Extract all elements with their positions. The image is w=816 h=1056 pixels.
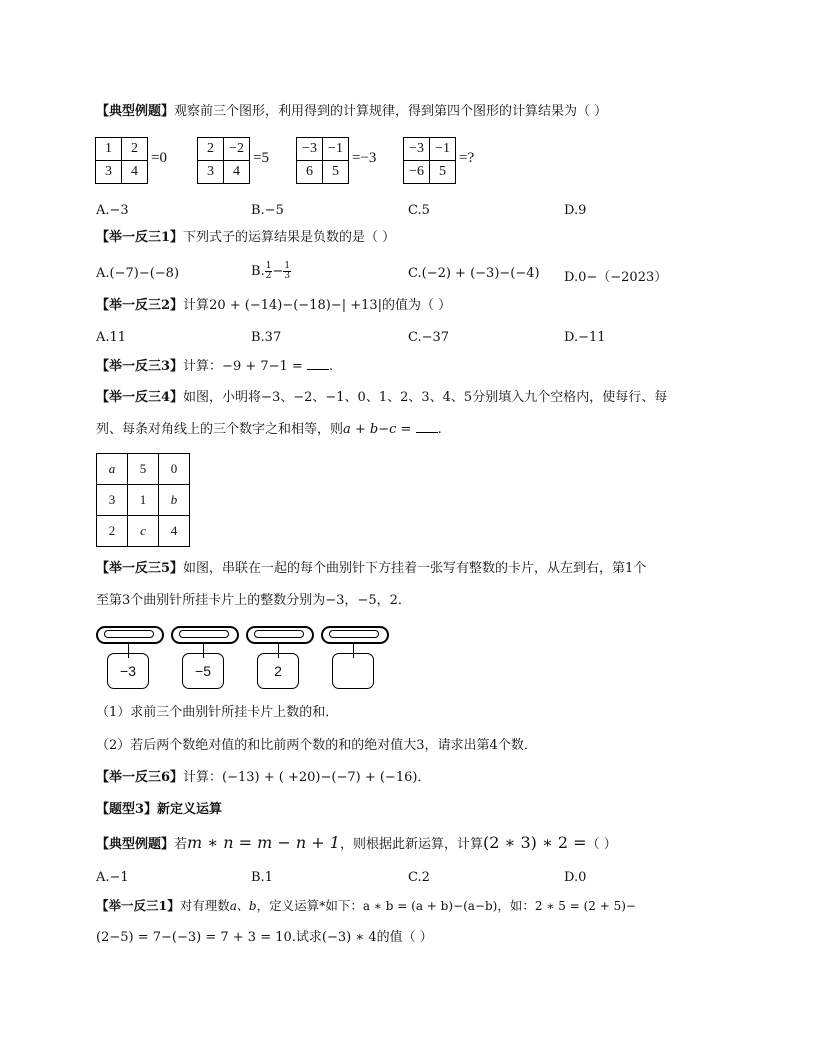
grid-cell: 5 xyxy=(323,161,349,184)
math-variables: a、b xyxy=(229,899,257,913)
question-text: ，则根据此新运算，计算 xyxy=(339,837,483,852)
grid-result: =0 xyxy=(151,150,167,166)
paperclip-icon xyxy=(171,626,239,644)
option-b[interactable]: B.−5 xyxy=(251,203,284,218)
question-1-stem xyxy=(96,103,607,121)
grid-cell: 4 xyxy=(122,161,148,184)
question-9-stem-line2 xyxy=(96,929,433,947)
math-expression: (2 ∗ 3) ∗ 2 = xyxy=(482,833,587,852)
grid-cell: 2 xyxy=(122,138,148,161)
grid-cell: 2 xyxy=(97,516,128,547)
math-expression: 计算：(−13) + ( +20)−(−7) + (−16)． xyxy=(183,770,431,785)
puzzle-grid-1 xyxy=(95,137,148,184)
number-card: 2 xyxy=(257,653,299,689)
option-a[interactable]: A.(−7)−(−8) xyxy=(96,266,180,281)
grid-cell: 1 xyxy=(96,138,122,161)
math-expression: a + b−c = xyxy=(343,422,416,437)
grid-cell: 4 xyxy=(224,161,250,184)
question-text: 的值（ ） xyxy=(376,930,433,945)
grid-cell: 3 xyxy=(96,161,122,184)
paperclip-icon xyxy=(321,626,389,644)
math-expression: (−3) ∗ 4 xyxy=(321,930,377,945)
question-9-stem-line1 xyxy=(96,897,636,915)
option-c[interactable]: C.−37 xyxy=(408,330,450,345)
denominator: 2 xyxy=(265,271,272,281)
paperclip-icon xyxy=(246,626,314,644)
grid-cell: −6 xyxy=(404,161,430,184)
option-a[interactable]: A.−3 xyxy=(96,203,129,218)
operator: − xyxy=(272,264,284,279)
option-d[interactable]: D.9 xyxy=(564,203,587,218)
question-text: 如图，串联在一起的每个曲别针下方挂着一张写有整数的卡片，从左到右，第1个 xyxy=(183,561,647,576)
question-2-stem xyxy=(96,229,395,247)
option-c[interactable]: C.5 xyxy=(408,203,430,218)
question-6-stem-line2: 至第3个曲别针所挂卡片上的整数分别为−3，−5，2． xyxy=(96,593,411,608)
numerator: 1 xyxy=(265,261,272,271)
section-title: 【题型3】新定义运算 xyxy=(96,802,223,817)
question-5-stem-line1 xyxy=(96,389,667,407)
question-text: 若 xyxy=(174,837,188,852)
punctuation: . xyxy=(437,422,442,437)
question-4-stem xyxy=(96,358,333,376)
question-text: ，定义运算*如下： xyxy=(256,898,363,913)
option-b[interactable] xyxy=(251,262,291,281)
question-tag: 【举一反三1】 xyxy=(96,898,180,913)
question-text: （ ） xyxy=(586,837,617,852)
denominator: 3 xyxy=(284,271,291,281)
question-3-stem xyxy=(96,297,451,315)
punctuation: . xyxy=(328,359,334,374)
grid-cell: a xyxy=(97,454,128,485)
question-8-stem xyxy=(96,834,617,854)
math-expression: (2−5) = 7−(−3) = 7 + 3 = 10. xyxy=(96,930,296,945)
answer-blank[interactable] xyxy=(416,421,438,433)
grid-cell: −3 xyxy=(404,138,430,161)
question-5-stem-line2 xyxy=(96,421,442,439)
question-text: 下列式子的运算结果是负数的是（ ） xyxy=(183,230,396,245)
question-tag: 【举一反三2】 xyxy=(96,298,184,313)
option-d[interactable]: D.−11 xyxy=(564,330,606,345)
question-tag: 【举一反三4】 xyxy=(96,390,184,405)
grid-result: =? xyxy=(459,150,475,166)
grid-cell: 6 xyxy=(297,161,323,184)
math-expression: m ∗ n = m − n + 1 xyxy=(187,833,340,852)
puzzle-grid-4 xyxy=(403,137,456,184)
option-label: B. xyxy=(251,264,265,279)
sub-question-1: （1）求前三个曲别针所挂卡片上数的和． xyxy=(96,705,339,720)
puzzle-grid-2 xyxy=(197,137,250,184)
grid-cell: −3 xyxy=(297,138,323,161)
math-expression: a ∗ b = (a + b)−(a−b) xyxy=(362,899,498,913)
grid-cell: 2 xyxy=(198,138,224,161)
option-c[interactable]: C.2 xyxy=(408,870,430,885)
grid-cell: −1 xyxy=(323,138,349,161)
grid-cell: 1 xyxy=(128,485,159,516)
question-tag: 【举一反三3】 xyxy=(96,359,184,374)
grid-cell: 5 xyxy=(128,454,159,485)
number-card-empty xyxy=(332,653,374,689)
option-d[interactable]: D.0 xyxy=(564,870,587,885)
number-card: −3 xyxy=(107,653,149,689)
question-text: 试求 xyxy=(295,930,322,945)
math-expression: 计算：−9 + 7−1 = xyxy=(183,359,307,374)
grid-cell: 5 xyxy=(430,161,456,184)
grid-cell: 4 xyxy=(159,516,190,547)
option-c[interactable]: C.(−2) + (−3)−(−4) xyxy=(408,266,540,281)
question-tag: 【典型例题】 xyxy=(96,104,175,119)
question-text: 计算 xyxy=(183,298,210,313)
magic-square xyxy=(96,453,190,547)
math-expression: 2 ∗ 5 = (2 + 5)− xyxy=(534,899,636,913)
answer-blank[interactable] xyxy=(307,358,329,370)
question-tag: 【典型例题】 xyxy=(96,837,175,852)
grid-cell: c xyxy=(128,516,159,547)
grid-result: =5 xyxy=(253,150,269,166)
grid-cell: 0 xyxy=(159,454,190,485)
grid-cell: 3 xyxy=(97,485,128,516)
grid-cell: b xyxy=(159,485,190,516)
number-list: −3、−2、−1、0、1、2、3、4、5 xyxy=(261,390,473,405)
question-tag: 【举一反三1】 xyxy=(96,230,184,245)
question-text: ，如： xyxy=(497,898,535,913)
question-text: 对有理数 xyxy=(179,898,230,913)
option-b[interactable]: B.37 xyxy=(251,330,282,345)
option-a[interactable]: A.−1 xyxy=(96,870,129,885)
question-7-stem xyxy=(96,769,430,787)
option-d[interactable]: D.0−（−2023） xyxy=(564,270,668,285)
question-text: 的值为（ ） xyxy=(382,298,452,313)
question-text: 列、每条对角线上的三个数字之和相等，则 xyxy=(96,422,344,437)
number-card: −5 xyxy=(182,653,224,689)
option-b[interactable]: B.1 xyxy=(251,870,273,885)
question-text: 观察前三个图形，利用得到的计算规律，得到第四个图形的计算结果为（ ） xyxy=(174,104,608,119)
puzzle-grid-3 xyxy=(296,137,349,184)
paperclip-icon xyxy=(96,626,164,644)
grid-cell: 3 xyxy=(198,161,224,184)
math-expression: 20 + (−14)−(−18)−| +13| xyxy=(209,298,383,313)
numerator: 1 xyxy=(284,261,291,271)
grid-result: =−3 xyxy=(352,150,377,166)
question-text: 分别填入九个空格内，使每行、每 xyxy=(472,390,668,405)
question-tag: 【举一反三6】 xyxy=(96,770,184,785)
question-6-stem-line1 xyxy=(96,560,646,578)
question-tag: 【举一反三5】 xyxy=(96,561,184,576)
fraction xyxy=(283,262,291,281)
sub-question-2: （2）若后两个数绝对值的和比前两个数的和的绝对值大3，请求出第4个数． xyxy=(96,738,537,753)
grid-cell: −2 xyxy=(224,138,250,161)
question-text: 如图，小明将 xyxy=(183,390,262,405)
option-a[interactable]: A.11 xyxy=(96,330,127,345)
grid-cell: −1 xyxy=(430,138,456,161)
